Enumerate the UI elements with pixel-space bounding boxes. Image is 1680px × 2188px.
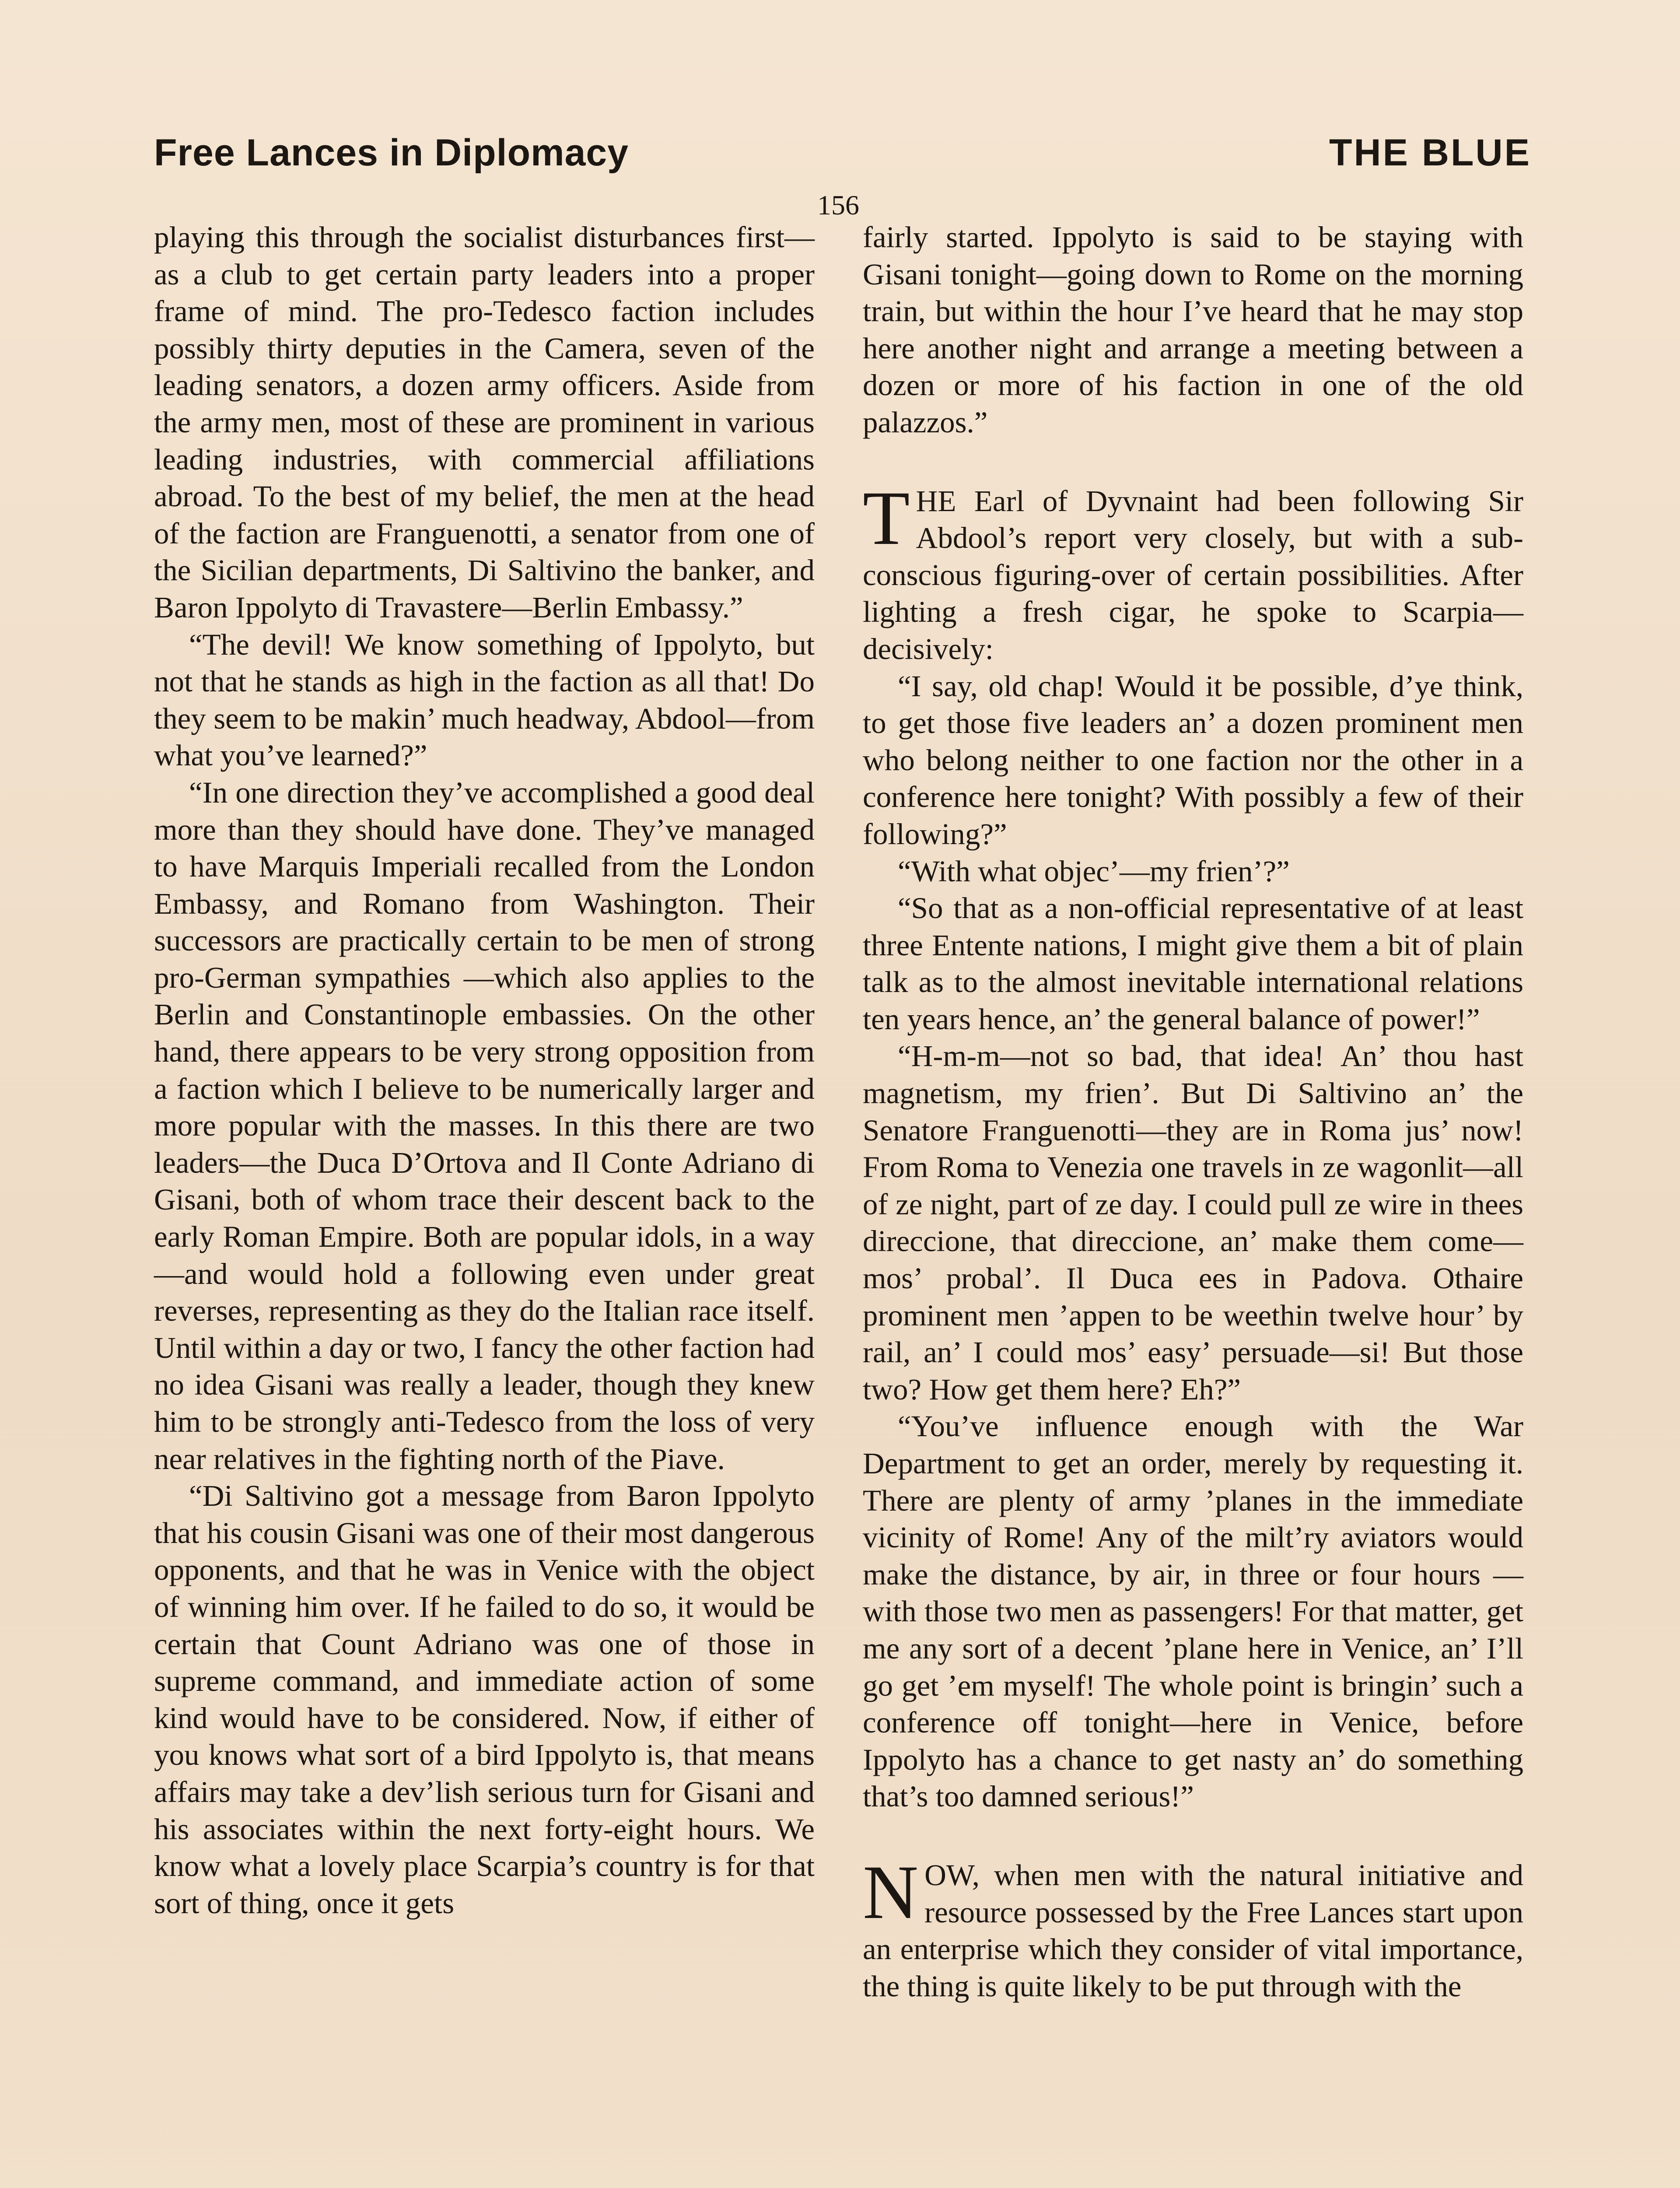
paragraph: playing this through the socialist disturbances first—as a club to get certain party leaders into a proper frame of mind. The pro-Tedesco faction includes possibly thirty deputies in the Camera, seven of the leading senators, a dozen army officers. Aside from the army men, most of these are prominent in various leading industries, with commercial affiliations abroad. To the best of my belief, the men at the head of the faction are Franguenotti, a senator from one of the Sicilian departments, Di Saltivino the banker, and Baron Ippolyto di Travastere—Berlin Embassy.” [154,221,815,624]
page-number: 156 [817,189,859,221]
drop-cap: N [863,1849,919,1935]
paragraph: “You’ve influence enough with the War Department to get an order, merely by requesting it. There are plenty of army ’planes in the immediate vicinity of Rome! Any of the milt’ry aviators would make the distance, by air, in three or four hours —with those two men as passengers! For that matter, get me any sort of a decent ’plane here in Venice, an’ I’ll go get ’em myself! The whole point is bringin’ such a conference off tonight—here in Venice, before Ippolyto has a chance to get nasty an’ do something that’s too damned serious!” [863,1410,1523,1813]
magazine-name: THE BLUE [1329,132,1531,174]
paragraph: “Di Saltivino got a message from Baron Ippolyto that his cousin Gisani was one of their most dangerous opponents, and that he was in Venice with the object of winning him over. If he failed to do so, it would be certain that Count Adriano was one of those in supreme command, and immediate action of some kind would have to be considered. Now, if either of you knows what sort of a bird Ippolyto is, that means affairs may take a dev’lish serious turn for Gisani and his associates within the next forty-eight hours. We know what a lovely place Scarpia’s country is for that sort of thing, once it gets [154,1479,815,1920]
running-title: Free Lances in Diplomacy [154,132,629,174]
paragraph: “I say, old chap! Would it be possible, d’ye think, to get those five leaders an’ a dozen prominent men who belong neither to one faction nor the other in a conference here tonight? With possibly a few of their following?” [863,669,1523,851]
right-column [863,219,1523,2005]
section-paragraph [863,475,1523,668]
paragraph: “The devil! We know something of Ippolyto, but not that he stands as high in the faction as all that! Do they seem to be makin’ much headway, Abdool—from what you’ve learned?” [154,628,815,772]
paragraph: “With what objec’—my frien’?” [898,854,1290,888]
drop-cap: T [863,475,910,561]
section-paragraph [863,1849,1523,2005]
paragraph: “So that as a non-official representative of at least three Entente nations, I might give them a bit of plain talk as to the almost inevitable international relations ten years hence, an’ the general balance of power!” [863,891,1523,1036]
paragraph: fairly started. Ippolyto is said to be staying with Gisani tonight—going down to Rome on the morning train, but within the hour I’ve heard that he may stop here another night and arrange a meeting between a dozen or more of his faction in one of the old palazzos.” [863,221,1523,439]
paragraph: “H-m-m—not so bad, that idea! An’ thou hast magnetism, my frien’. But Di Saltivino an’ the Senatore Franguenotti—they are in Roma jus’ now! From Roma to Venezia one travels in ze wagonlit—all of ze night, part of ze day. I could pull ze wire in thees direccione, that direccione, an’ make them come—mos’ probal’. Il Duca ees in Padova. Othaire prominent men ’appen to be weethin twelve hour’ by rail, an’ I could mos’ easy’ persuade—si! But those two? How get them here? Eh?” [863,1039,1523,1406]
paragraph: “In one direction they’ve accomplished a good deal more than they should have done. They’ve managed to have Marquis Imperiali recalled from the London Embassy, and Romano from Washington. Their successors are practically certain to be men of strong pro-German sympathies —which also applies to the Berlin and Constantinople embassies. On the other hand, there appears to be very strong opposition from a faction which I believe to be numerically larger and more popular with the masses. In this there are two leaders—the Duca D’Ortova and Il Conte Adriano di Gisani, both of whom trace their descent back to the early Roman Empire. Both are popular idols, in a way —and would hold a following even under great reverses, representing as they do the Italian race itself. Until within a day or two, I fancy the other faction had no idea Gisani was really a leader, though they knew him to be strongly anti-Tedesco from the loss of very near relatives in the fighting north of the Piave. [154,775,815,1476]
left-column [154,219,815,1922]
paragraph-text: HE Earl of Dyvnaint had been following Sir Abdool’s report very closely, but with a sub-conscious figuring-over of certain possibilities. After lighting a fresh cigar, he spoke to Scarpia—decisively: [863,484,1523,666]
paragraph-text: OW, when men with the natural initiative and resource possessed by the Free Lances start upon an enterprise which they consider of vital importance, the thing is quite likely to be put through with the [863,1858,1523,2003]
